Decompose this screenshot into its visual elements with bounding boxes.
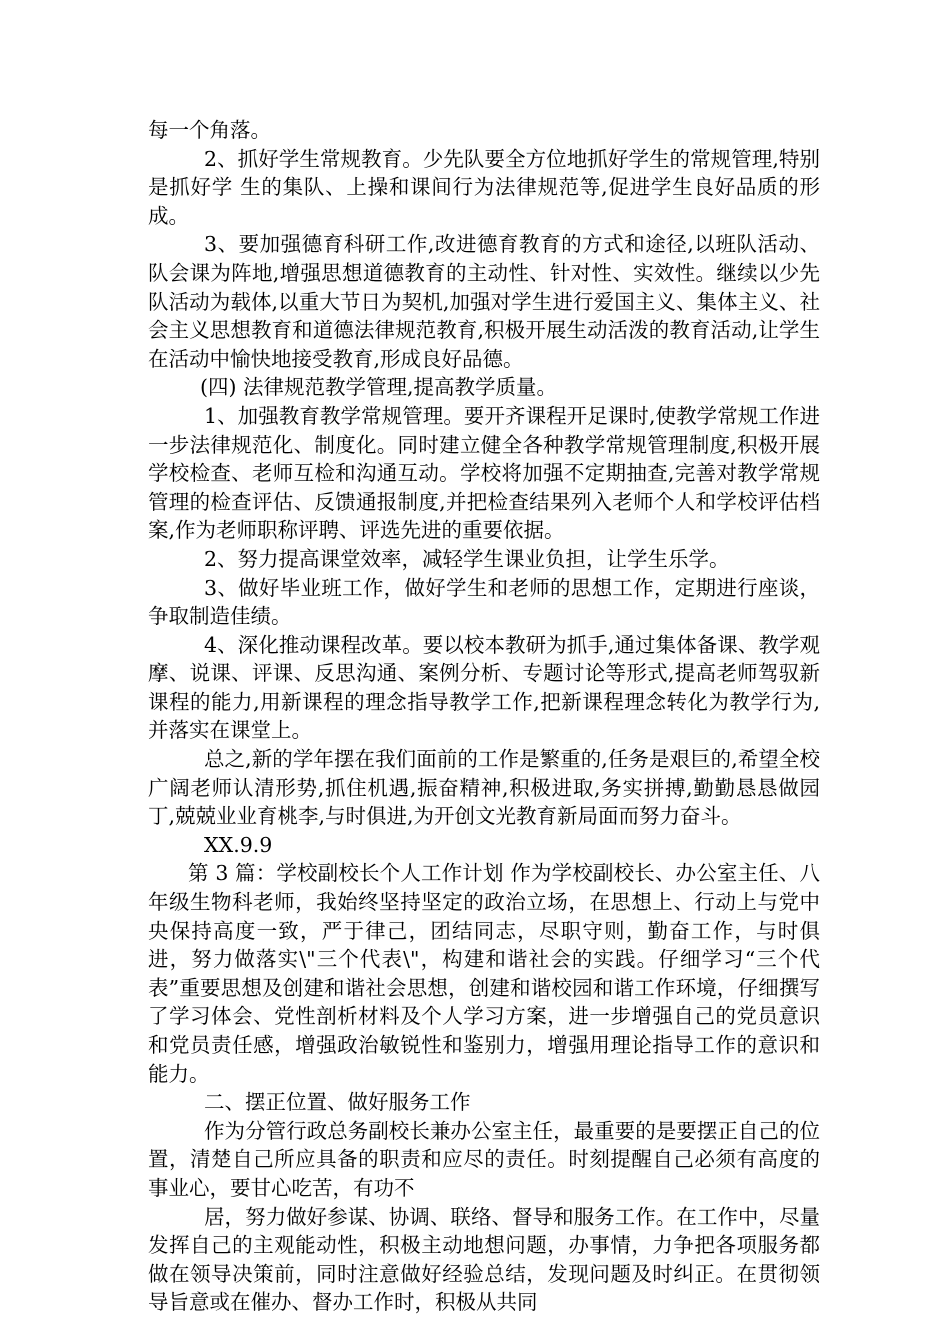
section-heading-teaching-management: (四) 法律规范教学管理,提高教学质量。 (200, 375, 558, 400)
paragraph-classroom-efficiency: 2、努力提高课堂效率，减轻学生课业负担，让学生乐学。 (204, 546, 730, 571)
section-heading-service-work: 二、摆正位置、做好服务工作 (204, 1090, 471, 1115)
paragraph-graduating-class: 3、做好毕业班工作，做好学生和老师的思想工作，定期进行座谈，争取制造佳绩。 (148, 575, 820, 629)
document-date: XX.9.9 (204, 832, 273, 857)
paragraph-routine-education: 2、抓好学生常规教育。少先队要全方位地抓好学生的常规管理,特别是抓好学 生的集队、上操和课间行为法律规范等,促进学生良好品质的形成。 (148, 146, 820, 228)
paragraph-conclusion: 总之,新的学年摆在我们面前的工作是繁重的,任务是艰巨的,希望全校广阔老师认清形势,抓住机遇,振奋精神,积极进取,务实拼搏,勤勤恳恳做园丁,兢兢业业育桃李,与时俱进,为开创文光教育新局面而努力奋斗。 (148, 747, 820, 829)
paragraph-corner: 每一个角落。 (148, 118, 271, 142)
document-body (148, 116, 820, 1317)
paragraph-curriculum-reform: 4、深化推动课程改革。要以校本教研为抓手,通过集体备课、教学观摩、说课、评课、反思沟通、案例分析、专题讨论等形式,提高老师驾驭新课程的能力,用新课程的理念指导教学工作,把新课程理念转化为教学行为,并落实在课堂上。 (148, 632, 820, 743)
paragraph-duties: 居，努力做好参谋、协调、联络、督导和服务工作。在工作中，尽量发挥自己的主观能动性，积极主动地想问题，办事情，力争把各项服务都做在领导决策前，同时注意做好经验总结，发现问题及时纠正。在贯彻领导旨意或在催办、督办工作时，积极从共同 (148, 1204, 820, 1315)
paragraph-teaching-routine: 1、加强教育教学常规管理。要开齐课程开足课时,使教学常规工作进一步法律规范化、制度化。同时建立健全各种教学常规管理制度,积极开展学校检查、老师互检和沟通互动。学校将加强不定期抽查,完善对教学常规管理的检查评估、反馈通报制度,并把检查结果列入老师个人和学校评估档案,作为老师职称评聘、评选先进的重要依据。 (148, 403, 820, 543)
paragraph-article-3: 第 3 篇：学校副校长个人工作计划 作为学校副校长、办公室主任、八年级生物科老师，我始终坚持坚定的政治立场，在思想上、行动上与党中央保持高度一致，严于律己，团结同志，尽职守则，勤奋工作，与时俱进，努力做落实\"三个代表\"，构建和谐社会的实践。仔细学习“三个代表”重要思想及创建和谐社会思想，创建和谐校园和谐工作环境，仔细撰写了学习体会、党性剖析材料及个人学习方案，进一步增强自己的党员意识和党员责任感，增强政治敏锐性和鉴别力，增强用理论指导工作的意识和能力。 (148, 861, 820, 1086)
paragraph-position: 作为分管行政总务副校长兼办公室主任，最重要的是要摆正自己的位置，清楚自己所应具备的职责和应尽的责任。时刻提醒自己必须有高度的事业心，要甘心吃苦，有功不 (148, 1118, 820, 1200)
paragraph-moral-research: 3、要加强德育科研工作,改进德育教育的方式和途径,以班队活动、队会课为阵地,增强思想道德教育的主动性、针对性、实效性。继续以少先队活动为载体,以重大节日为契机,加强对学生进行爱国主义、集体主义、社会主义思想教育和道德法律规范教育,积极开展生动活泼的教育活动,让学生在活动中愉快地接受教育,形成良好品德。 (148, 232, 820, 371)
